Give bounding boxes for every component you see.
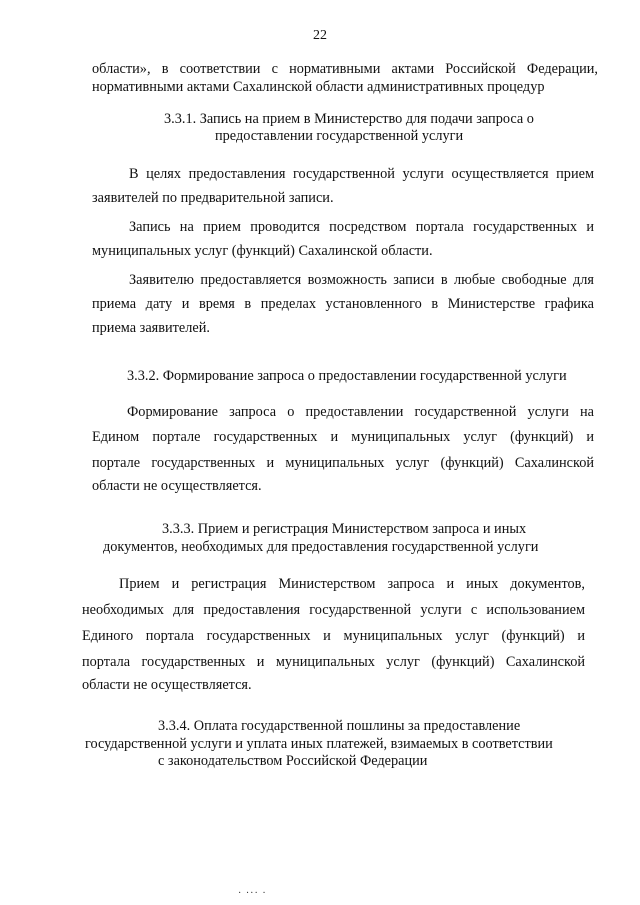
intro-line-1: области», в соответствии с нормативными актами Российской Федерации, bbox=[92, 61, 598, 77]
section-3-3-1-paragraph-2-line-1: Запись на прием проводится посредством портала государственных и bbox=[129, 219, 594, 235]
section-3-3-3-paragraph-line-2: необходимых для предоставления государственной услуги с использованием bbox=[82, 602, 585, 618]
section-3-3-4-title-line-3: с законодательством Российской Федерации bbox=[158, 753, 428, 769]
section-3-3-3-title-line-2: документов, необходимых для предоставления государственной услуги bbox=[103, 539, 539, 555]
section-3-3-3-title-line-1: 3.3.3. Прием и регистрация Министерством запроса и иных bbox=[162, 521, 527, 537]
section-3-3-3-paragraph-line-3: Единого портала государственных и муниципальных услуг (функций) и bbox=[82, 628, 585, 644]
section-3-3-2-paragraph-line-2: Едином портале государственных и муниципальных услуг (функций) и bbox=[92, 429, 594, 445]
scan-artifact-mark: · ··· · bbox=[238, 888, 267, 899]
intro-line-2: нормативными актами Сахалинской области административных процедур bbox=[92, 79, 545, 95]
section-3-3-1-paragraph-1-line-1: В целях предоставления государственной услуги осуществляется прием bbox=[129, 166, 594, 182]
section-3-3-2-paragraph-line-1: Формирование запроса о предоставлении государственной услуги на bbox=[127, 404, 594, 420]
section-3-3-1-paragraph-3-line-2: приема дату и время в пределах установленного в Министерстве графика bbox=[92, 296, 594, 312]
section-3-3-3-paragraph-line-5: области не осуществляется. bbox=[82, 677, 252, 693]
section-3-3-2-paragraph-line-3: портале государственных и муниципальных услуг (функций) Сахалинской bbox=[92, 455, 594, 471]
section-3-3-1-paragraph-1-line-2: заявителей по предварительной записи. bbox=[92, 190, 334, 206]
section-3-3-4-title-line-1: 3.3.4. Оплата государственной пошлины за предоставление bbox=[158, 718, 521, 734]
section-3-3-2-title: 3.3.2. Формирование запроса о предоставлении государственной услуги bbox=[127, 368, 567, 384]
section-3-3-1-title-line-2: предоставлении государственной услуги bbox=[215, 128, 464, 144]
page-number: 22 bbox=[313, 28, 327, 43]
section-3-3-3-paragraph-line-4: портала государственных и муниципальных услуг (функций) Сахалинской bbox=[82, 654, 585, 670]
section-3-3-1-paragraph-2-line-2: муниципальных услуг (функций) Сахалинской области. bbox=[92, 243, 433, 259]
section-3-3-1-title-line-1: 3.3.1. Запись на прием в Министерство для подачи запроса о bbox=[164, 111, 534, 127]
section-3-3-1-paragraph-3-line-3: приема заявителей. bbox=[92, 320, 210, 336]
section-3-3-1-paragraph-3-line-1: Заявителю предоставляется возможность записи в любые свободные для bbox=[129, 272, 594, 288]
section-3-3-3-paragraph-line-1: Прием и регистрация Министерством запроса и иных документов, bbox=[119, 576, 585, 592]
section-3-3-4-title-line-2: государственной услуги и уплата иных платежей, взимаемых в соответствии bbox=[85, 736, 553, 752]
section-3-3-2-paragraph-line-4: области не осуществляется. bbox=[92, 478, 262, 494]
